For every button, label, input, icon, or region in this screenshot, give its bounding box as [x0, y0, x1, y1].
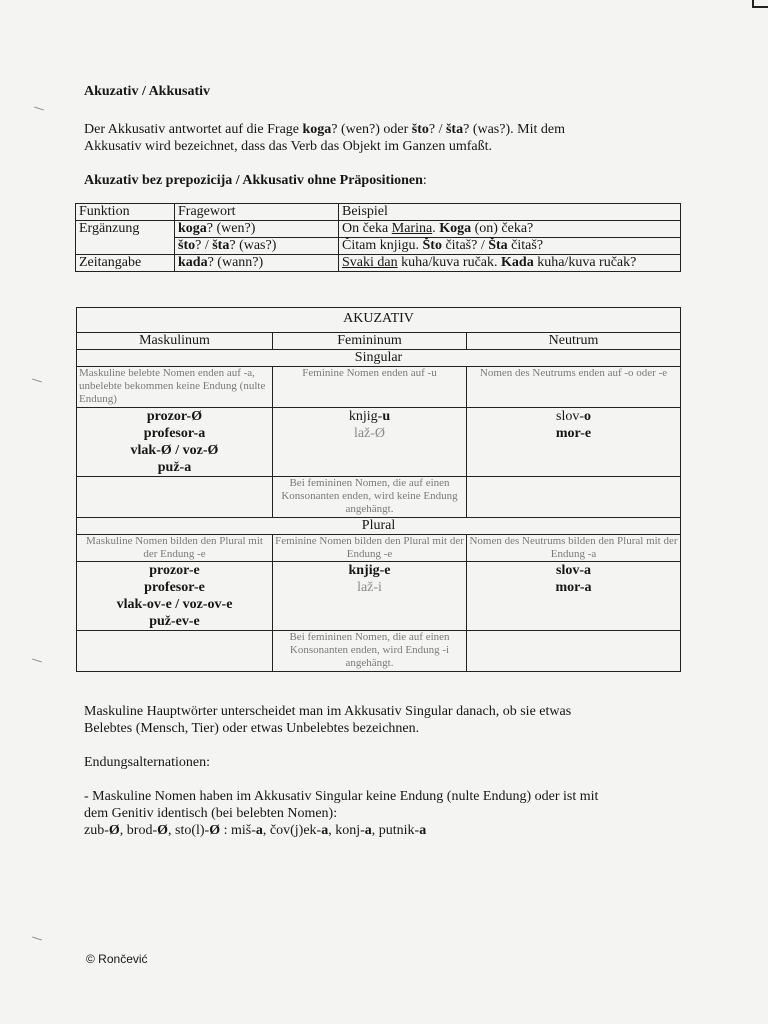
forms-cell — [467, 562, 681, 631]
example-text: (on) čeka? — [471, 221, 534, 236]
akuzativ-title: AKUZATIV — [77, 308, 681, 333]
form-fragment: Ø — [108, 823, 120, 838]
form-fragment: a — [364, 823, 372, 838]
example-item — [175, 823, 231, 838]
form-fragment: puž-ev- — [149, 614, 194, 629]
form-fragment: Ø — [209, 823, 221, 838]
punch-mark — [34, 106, 44, 110]
description-cell: Feminine Nomen enden auf -u — [273, 367, 467, 408]
form-fragment: / voz-ov- — [171, 597, 227, 612]
question-gloss: ? (wen?) — [206, 221, 256, 236]
punch-mark — [32, 378, 42, 382]
form-fragment: : — [220, 823, 231, 838]
forms-cell — [467, 408, 681, 477]
question-gloss: ? (wann?) — [207, 255, 264, 270]
funktion-cell — [76, 238, 175, 255]
form-fragment: konj- — [335, 823, 365, 838]
form-item — [79, 596, 270, 613]
intro-text: Der Akkusativ antwortet auf die Frage — [84, 122, 303, 137]
question-word: kada — [178, 255, 208, 270]
question-word: šta — [212, 238, 230, 253]
description-cell: Maskuline belebte Nomen enden auf -a, unbelebte bekommen keine Endung (nulte Endung) — [77, 367, 273, 408]
table-header: Fragewort — [175, 204, 339, 221]
subheading-colon: : — [422, 173, 427, 188]
fragewort-cell — [175, 221, 339, 238]
form-fragment: e — [226, 597, 233, 612]
akuzativ-table — [76, 307, 681, 672]
scan-edge-mark — [752, 0, 768, 8]
table-row — [76, 221, 681, 238]
punch-mark — [32, 658, 42, 662]
form-fragment: e — [165, 597, 172, 612]
form-item — [469, 408, 678, 425]
intro-sto: što — [411, 122, 429, 137]
form-fragment: putnik- — [378, 823, 420, 838]
forms-cell — [273, 562, 467, 631]
example-bold: Kada — [501, 255, 534, 270]
example-text: Čitam knjigu. — [342, 238, 423, 253]
example-item — [335, 823, 379, 838]
table-row — [76, 255, 681, 272]
singular-header: Singular — [77, 350, 681, 367]
form-fragment: , — [262, 823, 270, 838]
form-fragment: a — [584, 580, 592, 595]
subheading — [84, 172, 427, 189]
form-item — [79, 408, 270, 425]
fragewort-cell — [175, 255, 339, 272]
example-bold: Šta — [488, 238, 508, 253]
form-fragment: Ø — [157, 823, 168, 838]
paragraph-text: dem Genitiv identisch (bei belebten Nomen): — [84, 806, 338, 821]
form-fragment: e — [193, 563, 200, 578]
form-fragment: slov- — [556, 409, 584, 424]
form-fragment: e — [584, 426, 592, 441]
table-row — [76, 238, 681, 255]
question-word: što — [178, 238, 196, 253]
intro-text: ? (wen?) oder — [331, 122, 412, 137]
beispiel-cell — [339, 238, 681, 255]
table-header: Beispiel — [339, 204, 681, 221]
intro-text: Akkusativ wird bezeichnet, dass das Verb das Objekt im Ganzen umfaßt. — [84, 139, 492, 154]
form-fragment: čov(j)ek- — [269, 823, 322, 838]
form-item — [79, 425, 270, 442]
form-fragment: knjig- — [348, 563, 385, 578]
form-fragment: , — [168, 823, 175, 838]
form-fragment: prozor- — [146, 409, 192, 424]
form-fragment: / voz- — [171, 443, 208, 458]
paragraph-text: Belebtes (Mensch, Tier) oder etwas Unbelebtes bezeichnen. — [84, 721, 420, 736]
form-item — [275, 579, 464, 596]
form-item — [79, 579, 270, 596]
form-item — [79, 562, 270, 579]
gender-header: Neutrum — [467, 333, 681, 350]
paragraph-animacy — [84, 703, 571, 737]
form-fragment: , — [119, 823, 127, 838]
form-fragment: prozor- — [149, 563, 194, 578]
example-underlined: Marina — [391, 221, 433, 236]
table-header-row — [76, 204, 681, 221]
form-fragment: vlak- — [130, 443, 161, 458]
form-fragment: a — [198, 426, 206, 441]
form-item — [275, 562, 464, 579]
example-text: kuha/kuva ručak. — [397, 255, 502, 270]
description-cell: Nomen des Neutrums bilden den Plural mit der Endung -a — [467, 535, 681, 562]
form-fragment: a — [321, 823, 329, 838]
empty-cell — [77, 631, 273, 672]
example-text: čitaš? / — [441, 238, 489, 253]
description-cell: Maskuline Nomen bilden den Plural mit der Endung -e — [77, 535, 273, 562]
description-cell: Feminine Nomen bilden den Plural mit der Endung -e — [273, 535, 467, 562]
example-text: On čeka — [342, 221, 392, 236]
example-item — [231, 823, 270, 838]
question-sep: ? / — [195, 238, 213, 253]
form-fragment: sto(l)- — [175, 823, 210, 838]
beispiel-cell — [339, 255, 681, 272]
example-list — [84, 823, 426, 838]
form-fragment: vlak-ov- — [116, 597, 166, 612]
gender-header: Femininum — [273, 333, 467, 350]
form-fragment: mor- — [555, 426, 585, 441]
example-text: . — [432, 221, 440, 236]
form-fragment: u — [382, 409, 391, 424]
example-bold: Koga — [439, 221, 472, 236]
form-fragment: e — [193, 614, 200, 629]
form-item — [275, 408, 464, 425]
note-cell: Bei femininen Nomen, die auf einen Konsonanten enden, wird keine Endung angehängt. — [273, 477, 467, 518]
question-gloss: ? (was?) — [229, 238, 277, 253]
form-fragment: profesor- — [143, 426, 199, 441]
form-fragment: e — [384, 563, 391, 578]
intro-sta: šta — [445, 122, 464, 137]
example-bold: Što — [422, 238, 442, 253]
example-item — [379, 823, 426, 838]
plural-header: Plural — [77, 518, 681, 535]
form-fragment: a — [584, 563, 591, 578]
form-fragment: a — [419, 823, 427, 838]
forms-cell — [273, 408, 467, 477]
empty-cell — [467, 631, 681, 672]
form-item — [275, 425, 464, 442]
form-fragment: miš- — [231, 823, 256, 838]
form-fragment: e — [198, 580, 205, 595]
form-fragment: laž-Ø — [353, 426, 386, 441]
paragraph-text: Maskuline Hauptwörter unterscheidet man im Akkusativ Singular danach, ob sie etwas — [84, 704, 572, 719]
punch-mark — [32, 936, 42, 940]
subheading-text: Akuzativ bez prepozicija / Akkusativ ohne Präpositionen — [84, 173, 423, 188]
description-cell: Nomen des Neutrums enden auf -o oder -e — [467, 367, 681, 408]
intro-paragraph — [84, 121, 565, 155]
copyright-footer: © Rončević — [86, 952, 148, 966]
empty-cell — [467, 477, 681, 518]
intro-koga: koga — [302, 122, 332, 137]
beispiel-cell — [339, 221, 681, 238]
form-item — [469, 425, 678, 442]
forms-cell — [77, 562, 273, 631]
form-fragment: profesor- — [144, 580, 199, 595]
table-header: Funktion — [76, 204, 175, 221]
form-fragment: , — [371, 823, 379, 838]
empty-cell — [77, 477, 273, 518]
form-fragment: mor- — [555, 580, 585, 595]
form-item — [79, 442, 270, 459]
paragraph-heading: Endungsalternationen: — [84, 755, 210, 770]
intro-text: ? / — [428, 122, 446, 137]
form-fragment: slov- — [556, 563, 584, 578]
form-fragment: Ø — [207, 443, 219, 458]
intro-text: ? (was?). Mit dem — [463, 122, 565, 137]
form-fragment: zub- — [84, 823, 109, 838]
form-fragment: knjig- — [348, 409, 383, 424]
form-item — [469, 579, 678, 596]
form-fragment: , — [328, 823, 336, 838]
example-underlined: Svaki dan — [342, 255, 398, 270]
form-item — [79, 459, 270, 476]
form-fragment: Ø — [191, 409, 203, 424]
form-fragment: o — [584, 409, 591, 424]
fragewort-cell — [175, 238, 339, 255]
form-item — [79, 613, 270, 630]
example-item — [127, 823, 175, 838]
example-item — [84, 823, 127, 838]
funktion-cell: Ergänzung — [76, 221, 175, 238]
gender-header: Maskulinum — [77, 333, 273, 350]
forms-cell — [77, 408, 273, 477]
page-title: Akuzativ / Akkusativ — [84, 84, 211, 99]
funktion-cell: Zeitangabe — [76, 255, 175, 272]
paragraph-text: - Maskuline Nomen haben im Akkusativ Singular keine Endung (nulte Endung) oder ist mit — [84, 789, 599, 804]
form-fragment: a — [184, 460, 192, 475]
question-table — [75, 203, 681, 272]
paragraph-endings — [84, 788, 598, 839]
note-cell: Bei femininen Nomen, die auf einen Konsonanten enden, wird Endung -i angehängt. — [273, 631, 467, 672]
question-word: koga — [178, 221, 207, 236]
form-fragment: brod- — [126, 823, 158, 838]
example-item — [270, 823, 335, 838]
example-text: kuha/kuva ručak? — [533, 255, 637, 270]
example-text: čitaš? — [507, 238, 544, 253]
form-fragment: Ø — [160, 443, 172, 458]
form-item — [469, 562, 678, 579]
form-fragment: laž-i — [357, 580, 382, 595]
form-fragment: a — [255, 823, 263, 838]
form-fragment: puž- — [157, 460, 185, 475]
